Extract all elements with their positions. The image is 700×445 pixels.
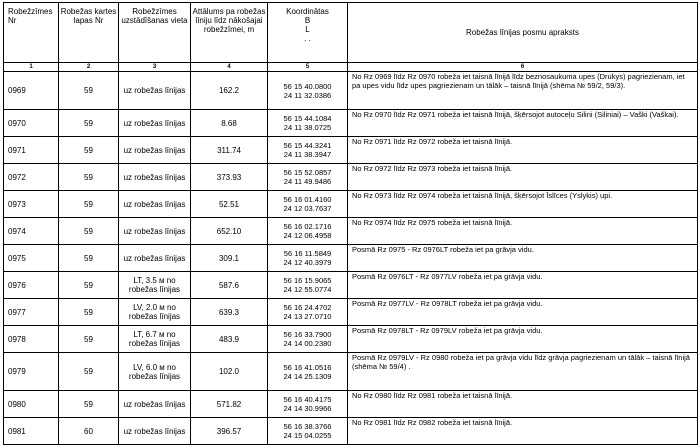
segment-description: Posmā Rz 0978LT - Rz 0979LV robeža iet pa grāvja vidu.: [348, 326, 698, 353]
coordinate-b: 56 16 15.9065: [283, 276, 332, 285]
map-sheet-number: 59: [59, 218, 119, 245]
coordinate-l: 24 11 38.3947: [283, 150, 332, 159]
header-coordinates: [268, 3, 348, 63]
coordinate-b: 56 16 24.4702: [283, 303, 332, 312]
column-number: 3: [119, 63, 191, 72]
marker-number: 0969: [4, 72, 59, 110]
column-number: 2: [59, 63, 119, 72]
coordinate-b: 56 15 44.1084: [283, 114, 332, 123]
distance: 639.3: [191, 299, 268, 326]
header-description: Robežas līnijas posmu apraksts: [348, 3, 698, 63]
placement: uz robežas līnijas: [119, 418, 191, 445]
segment-description: No Rz 0970 līdz Rz 0971 robeža iet taisnā līnijā, šķērsojot autoceļu Silini (Siliniai) – Vaški (Vaškai).: [348, 110, 698, 137]
coordinates: [268, 353, 348, 391]
placement: uz robežas līnijas: [119, 164, 191, 191]
placement: uz robežas līnijas: [119, 245, 191, 272]
coordinates: [268, 164, 348, 191]
coordinates: [268, 72, 348, 110]
header-coordinates-l: L: [305, 25, 310, 34]
coordinate-b: 56 16 41.0516: [283, 362, 332, 372]
coordinate-b: 56 15 52.0857: [283, 168, 332, 177]
table-row: [4, 353, 698, 391]
table-row: [4, 326, 698, 353]
marker-number: 0979: [4, 353, 59, 391]
segment-description: No Rz 0972 līdz Rz 0973 robeža iet taisnā līnijā.: [348, 164, 698, 191]
coordinate-l: 24 12 40.3979: [283, 258, 332, 267]
placement: LT, 6.7 м no robežas līnijas: [119, 326, 191, 353]
coordinate-l: 24 13 27.0710: [283, 312, 332, 321]
table-row: [4, 245, 698, 272]
header-row: [4, 3, 698, 63]
coordinates: [268, 418, 348, 445]
coordinate-l: 24 14 00.2380: [283, 339, 332, 348]
distance: 483.9: [191, 326, 268, 353]
coordinate-l: 24 12 55.0774: [283, 285, 332, 294]
coordinate-l: 24 11 32.0386: [283, 90, 332, 100]
map-sheet-number: 59: [59, 272, 119, 299]
segment-description: No Rz 0980 līdz Rz 0981 robeža iet taisnā līnijā.: [348, 391, 698, 418]
table-row: [4, 72, 698, 110]
distance: 652.10: [191, 218, 268, 245]
coordinates: [268, 191, 348, 218]
marker-number: 0970: [4, 110, 59, 137]
distance: 8.68: [191, 110, 268, 137]
coordinates: [268, 218, 348, 245]
distance: 571.82: [191, 391, 268, 418]
column-number: 6: [348, 63, 698, 72]
placement: uz robežas līnijas: [119, 391, 191, 418]
map-sheet-number: 59: [59, 299, 119, 326]
coordinate-l: 24 12 06.4958: [283, 231, 332, 240]
map-sheet-number: 59: [59, 137, 119, 164]
table-row: [4, 391, 698, 418]
marker-number: 0971: [4, 137, 59, 164]
placement: uz robežas līnijas: [119, 137, 191, 164]
table-row: [4, 110, 698, 137]
map-sheet-number: 59: [59, 72, 119, 110]
coordinate-b: 56 16 01.4160: [283, 195, 332, 204]
placement: LV, 6.0 м no robežas līnijas: [119, 353, 191, 391]
map-sheet-number: 59: [59, 191, 119, 218]
coordinate-l: 24 12 03.7637: [283, 204, 332, 213]
segment-description: No Rz 0974 līdz Rz 0975 robeža iet taisnā līnijā.: [348, 218, 698, 245]
header-distance: Attālums pa robežas līniju līdz nākošajai robežzīmei, m: [191, 3, 268, 63]
coordinates: [268, 326, 348, 353]
coordinate-b: 56 16 33.7900: [283, 330, 332, 339]
marker-number: 0974: [4, 218, 59, 245]
placement: uz robežas līnijas: [119, 191, 191, 218]
map-sheet-number: 59: [59, 245, 119, 272]
table-row: [4, 299, 698, 326]
marker-number: 0977: [4, 299, 59, 326]
border-table-page: [3, 2, 697, 445]
segment-description: No Rz 0973 līdz Rz 0974 robeža iet taisnā līnijā, šķērsojot Īslīces (Yslykis) upi.: [348, 191, 698, 218]
marker-number: 0972: [4, 164, 59, 191]
placement: LT, 3.5 м no robežas līnijas: [119, 272, 191, 299]
distance: 162.2: [191, 72, 268, 110]
header-coordinates-b: B: [304, 16, 311, 25]
table-row: [4, 137, 698, 164]
placement: uz robežas līnijas: [119, 110, 191, 137]
map-sheet-number: 59: [59, 326, 119, 353]
map-sheet-number: 60: [59, 418, 119, 445]
border-markers-table: [3, 2, 698, 445]
table-row: [4, 418, 698, 445]
distance: 102.0: [191, 353, 268, 391]
marker-number: 0975: [4, 245, 59, 272]
table-body: [4, 72, 698, 445]
segment-description: Posmā Rz 0977LV - Rz 0978LT robeža iet pa grāvja vidu.: [348, 299, 698, 326]
marker-number: 0973: [4, 191, 59, 218]
coordinates: [268, 272, 348, 299]
table-row: [4, 272, 698, 299]
coordinate-b: 56 15 40.0800: [283, 81, 332, 91]
table-row: [4, 164, 698, 191]
distance: 396.57: [191, 418, 268, 445]
placement: uz robežas līnijas: [119, 218, 191, 245]
map-sheet-number: 59: [59, 353, 119, 391]
segment-description: Posmā Rz 0976LT - Rz 0977LV robeža iet pa grāvja vidu.: [348, 272, 698, 299]
header-map-sheet: Robežas kartes lapas Nr: [59, 3, 119, 63]
marker-number: 0980: [4, 391, 59, 418]
coordinate-b: 56 16 40.4175: [283, 395, 332, 404]
coordinate-b: 56 15 44.3241: [283, 141, 332, 150]
segment-description: Posmā Rz 0975 - Rz 0976LT robeža iet pa grāvja vidu.: [348, 245, 698, 272]
map-sheet-number: 59: [59, 391, 119, 418]
segment-description: No Rz 0981 līdz Rz 0982 robeža iet taisnā līnijā.: [348, 418, 698, 445]
coordinate-l: 24 14 25.1309: [283, 371, 332, 381]
segment-description: No Rz 0971 līdz Rz 0972 robeža iet taisnā līnijā.: [348, 137, 698, 164]
segment-description: No Rz 0969 līdz Rz 0970 robeža iet taisnā līnijā līdz beznosaukuma upes (Drukys) pagriezienam, iet pa upes vidu līdz upes pagriezienam un tālāk – taisnā līnijā (shēma № 59/2, 59/3).: [348, 72, 698, 110]
coordinates: [268, 137, 348, 164]
marker-number: 0976: [4, 272, 59, 299]
header-coordinates-dots: . .: [304, 34, 311, 43]
distance: 587.6: [191, 272, 268, 299]
coordinates: [268, 245, 348, 272]
distance: 309.1: [191, 245, 268, 272]
column-number: 1: [4, 63, 59, 72]
coordinate-l: 24 11 38.0725: [283, 123, 332, 132]
distance: 52.51: [191, 191, 268, 218]
coordinate-l: 24 14 30.9966: [283, 404, 332, 413]
table-row: [4, 218, 698, 245]
map-sheet-number: 59: [59, 110, 119, 137]
table-row: [4, 191, 698, 218]
header-placement: Robežzīmes uzstādīšanas vieta: [119, 3, 191, 63]
header-marker-number: Robežzīmes Nr: [4, 3, 59, 63]
segment-description: Posmā Rz 0979LV - Rz 0980 robeža iet pa grāvja vidu līdz grāvja pagriezienam un tālāk – taisnā līnijā (shēma № 59/4) .: [348, 353, 698, 391]
coordinates: [268, 299, 348, 326]
coordinate-l: 24 11 49.9486: [283, 177, 332, 186]
coordinate-b: 56 16 38.3766: [283, 422, 332, 431]
coordinate-b: 56 16 02.1716: [283, 222, 332, 231]
placement: LV, 2.0 м no robežas līnijas: [119, 299, 191, 326]
map-sheet-number: 59: [59, 164, 119, 191]
column-number: 5: [268, 63, 348, 72]
coordinates: [268, 391, 348, 418]
coordinate-b: 56 16 11.5849: [283, 249, 332, 258]
coordinates: [268, 110, 348, 137]
marker-number: 0978: [4, 326, 59, 353]
placement: uz robežas līnijas: [119, 72, 191, 110]
column-number: 4: [191, 63, 268, 72]
coordinate-l: 24 15 04.0255: [283, 431, 332, 440]
column-number-row: [4, 63, 698, 72]
marker-number: 0981: [4, 418, 59, 445]
distance: 311.74: [191, 137, 268, 164]
header-coordinates-title: Koordinātas: [286, 7, 329, 16]
distance: 373.93: [191, 164, 268, 191]
